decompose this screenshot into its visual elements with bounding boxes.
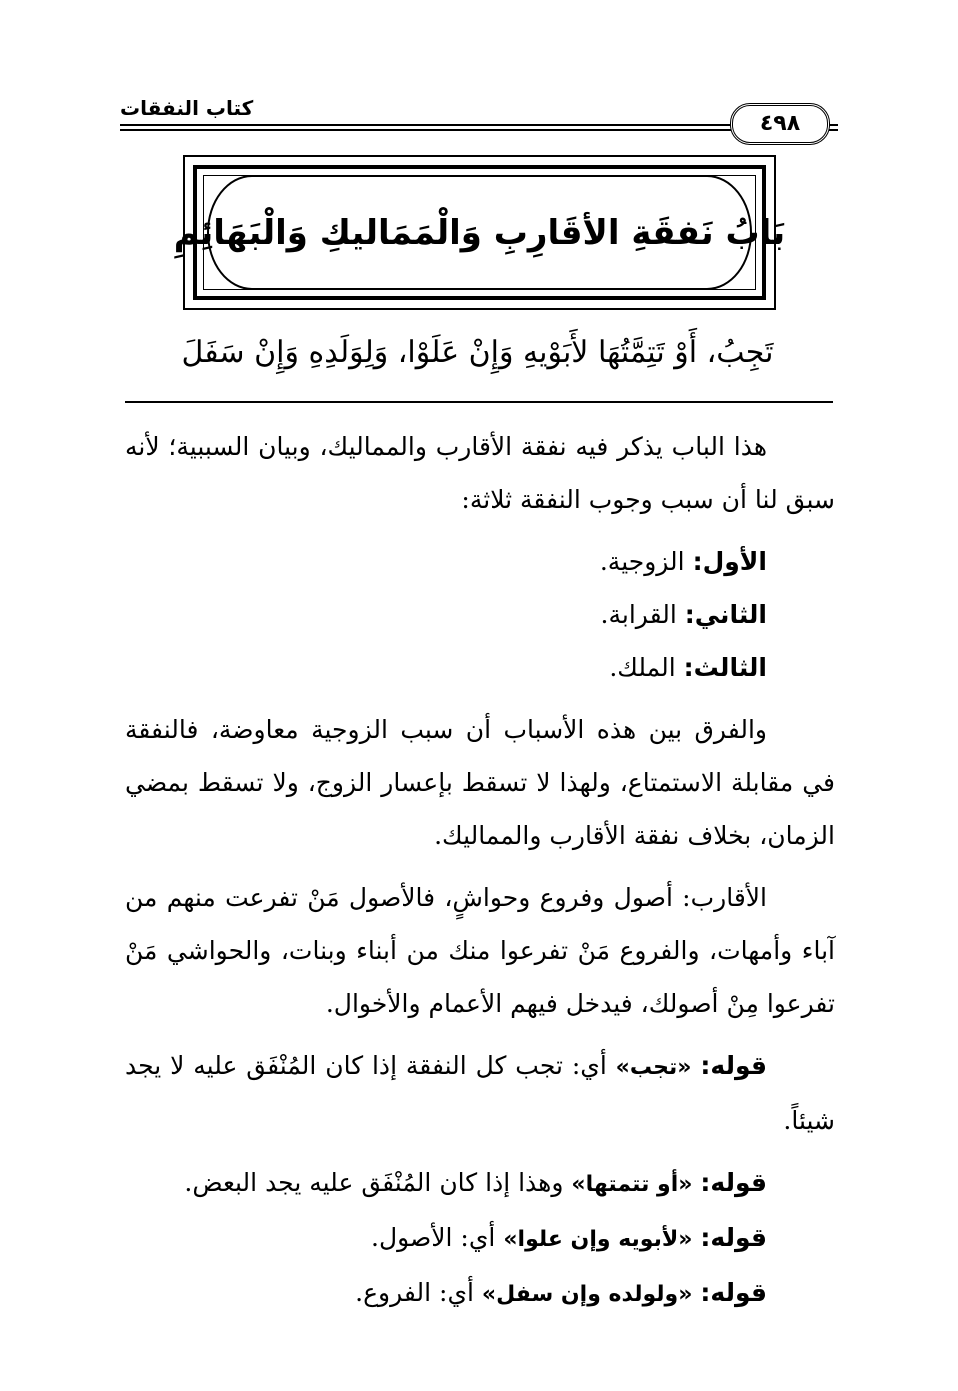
difference-paragraph: والفرق بين هذه الأسباب أن سبب الزوجية معاوضة، فالنفقة في مقابلة الاستمتاع، ولهذا لا تسقط بإعسار الزوج، ولا تسقط بمضي الزمان، بخلاف نفقة الأقارب والمماليك. — [125, 715, 835, 850]
commentary-item — [125, 1039, 835, 1147]
running-title: كتاب النفقات — [120, 96, 254, 120]
matn-divider — [125, 401, 833, 403]
list-item — [125, 588, 835, 641]
commentary-text: أي: الأصول. — [371, 1223, 504, 1252]
quoted-term: «ولولده وإن سفل» — [481, 1282, 693, 1307]
title-banner — [173, 175, 786, 290]
item-text: الزوجية. — [599, 547, 693, 576]
list-item — [125, 535, 835, 588]
item-text: القرابة. — [600, 600, 685, 629]
relatives-paragraph: الأقارب: أصول وفروع وحواشٍ، فالأصول مَنْ تفرعت منهم من آباء وأمهات، والفروع مَنْ تفرعوا منك من أبناء وبنات، والحواشي مَنْ تفرعوا مِنْ أصولك، فيدخل فيهم الأعمام والأخوال. — [125, 883, 835, 1018]
quoted-term: «أو تتمتها» — [571, 1172, 693, 1197]
item-label: الأول: — [692, 547, 767, 576]
commentary-item — [125, 1156, 835, 1211]
list-item — [125, 641, 835, 694]
commentary-text: وهذا إذا كان المُنْفَق عليه يجد البعض. — [184, 1168, 572, 1197]
item-label: الثالث: — [683, 653, 767, 682]
page-number: ٤٩٨ — [730, 103, 830, 145]
commentary-text: أي: الفروع. — [355, 1278, 482, 1307]
commentary-body — [125, 420, 835, 1321]
item-label: الثاني: — [684, 600, 767, 629]
qawluh-label: قوله: — [700, 1168, 767, 1197]
chapter-title-frame — [173, 155, 786, 310]
commentary-item — [125, 1211, 835, 1266]
commentary-text: أي: تجب كل النفقة إذا كان المُنْفَق عليه لا يجد شيئاً. — [125, 1051, 835, 1135]
chapter-title: بَابُ نَفقَةِ الأقَارِبِ وَالْمَمَاليكِ وَالْبَهَائِمِ — [173, 212, 786, 253]
quoted-term: «لأبويه وإن علوا» — [503, 1227, 693, 1252]
commentary-item — [125, 1266, 835, 1321]
qawluh-label: قوله: — [700, 1223, 767, 1252]
quoted-term: «تجب» — [615, 1055, 692, 1080]
qawluh-label: قوله: — [700, 1051, 767, 1080]
item-text: الملك. — [609, 653, 684, 682]
matn-text: تَجِبُ، أَوْ تَتِمَّتُهَا لأَبَوْيهِ وَإِنْ عَلَوْا، وَلِوَلَدِهِ وَإِنْ سَفَلَ — [181, 335, 774, 370]
page-header — [120, 96, 835, 146]
qawluh-label: قوله: — [700, 1278, 767, 1307]
intro-paragraph: هذا الباب يذكر فيه نفقة الأقارب والمماليك، وبيان السببية؛ لأنه سبق لنا أن سبب وجوب النفقة ثلاثة: — [125, 432, 835, 514]
